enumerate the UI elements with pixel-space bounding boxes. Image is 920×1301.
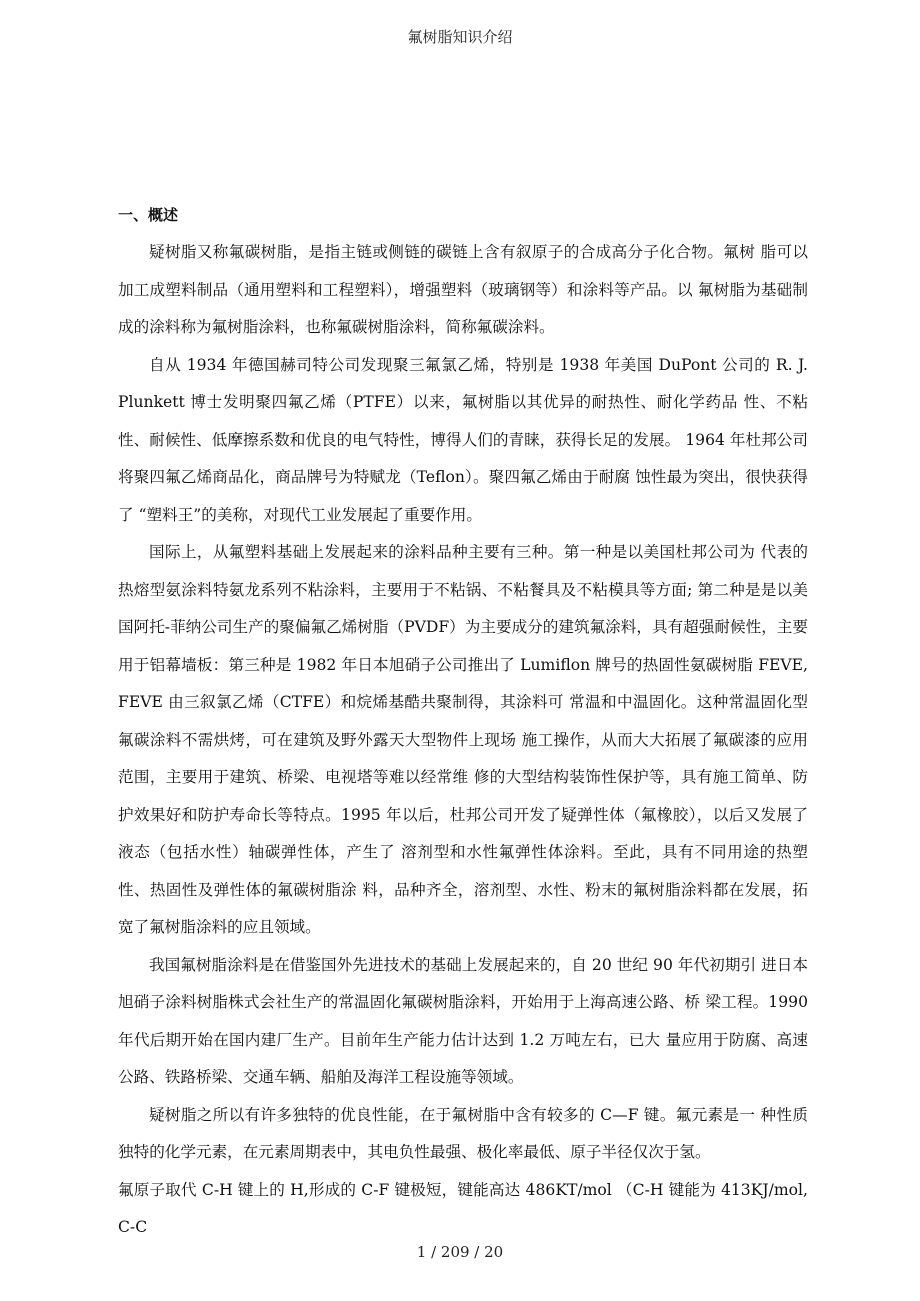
section-title: 一、概述 [118, 206, 179, 224]
document-body [118, 200, 808, 1247]
paragraph-bond-energy: 氟原子取代 C-H 键上的 H,形成的 C-F 键极短，键能高达 486KT/mol （C-H 键能为 413KJ/mol, C-C [118, 1180, 808, 1236]
paragraph-properties: 疑树脂之所以有许多独特的优良性能，在于氟树脂中含有较多的 C—F 键。氟元素是一 种性质独特的化学元素，在元素周期表中，其电负性最强、极化率最低、原子半径仅次于氢。 [118, 1105, 808, 1161]
paragraph-history: 自从 1934 年德国赫司特公司发现聚三氟氯乙烯，特别是 1938 年美国 DuPont 公司的 R. J. Plunkett 博士发明聚四氟乙烯（PTFE）以来，氟树脂以其优异的耐热性、耐化学药品 性、不粘性、耐候性、低摩擦系数和优良的电气特性，博得人们的青睐，获得长足的发展。 1964 年杜邦公司将聚四氟乙烯商品化，商品牌号为特赋龙（Teflon）。聚四氟乙烯由于耐腐 蚀性最为突出，很快获得了 “塑料王”的美称，对现代工业发展起了重要作用。 [118, 355, 808, 524]
page-header-title: 氟树脂知识介绍 [407, 28, 513, 46]
paragraph-overview-intro: 疑树脂又称氟碳树脂，是指主链或侧链的碳链上含有叙原子的合成高分子化合物。氟树 脂可以加工成塑料制品（通用塑料和工程塑料），增强塑料（玻璃钢等）和涂料等产品。以 氟树脂为基础制成的涂料称为氟树脂涂料，也称氟碳树脂涂料，简称氟碳涂料。 [118, 243, 808, 336]
paragraph-international: 国际上，从氟塑料基础上发展起来的涂料品种主要有三种。第一种是以美国杜邦公司为 代表的热熔型氨涂料特氨龙系列不粘涂料，主要用于不粘锅、不粘餐具及不粘模具等方面; 第二种是是以美国阿托-菲纳公司生产的聚偏氟乙烯树脂（PVDF）为主要成分的建筑氟涂料，具有超强耐候性，主要用于铝幕墙板：第三种是 1982 年日本旭硝子公司推出了 Lumiflon 牌号的热固性氨碳树脂 FEVE, FEVE 由三叙氯乙烯（CTFE）和烷烯基酷共聚制得，其涂料可 常温和中温固化。这种常温固化型氟碳涂料不需烘烤，可在建筑及野外露天大型物件上现场 施工操作，从而大大拓展了氟碳漆的应用范围，主要用于建筑、桥梁、电视塔等难以经常维 修的大型结构装饰性保护等，具有施工简单、防护效果好和防护寿命长等特点。1995 年以后，杜邦公司开发了疑弹性体（氟橡胶），以后又发展了液态（包括水性）轴碳弹性体，产生了 溶剂型和水性氟弹性体涂料。至此，具有不同用途的热塑性、热固性及弹性体的氟碳树脂涂 料，品种齐全，溶剂型、水性、粉末的氟树脂涂料都在发展，拓宽了氟树脂涂料的应且领域。 [118, 543, 808, 936]
paragraph-domestic: 我国氟树脂涂料是在借鉴国外先进技术的基础上发展起来的，自 20 世纪 90 年代初期引 进日本旭硝子涂料树脂株式会社生产的常温固化氟碳树脂涂料，开始用于上海高速公路、桥 梁工程。1990 年代后期开始在国内建厂生产。目前年生产能力估计达到 1.2 万吨左右，已大 量应用于防腐、高速公路、铁路桥梁、交通车辆、船舶及海洋工程设施等领域。 [118, 955, 808, 1086]
page-number: 1 / 209 / 20 [416, 1243, 504, 1261]
